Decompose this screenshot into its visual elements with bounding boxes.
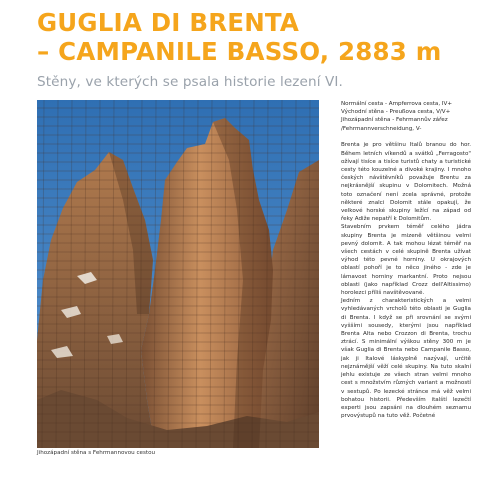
route-item: Normální cesta - Ampferrova cesta, IV+ <box>341 101 453 107</box>
route-item: /Fehrmannverschneidung, V- <box>341 125 422 132</box>
body-paragraph: Stavebním prvkem téměř celého jádra skupiny Brenta je mizeně většinou velmi pevný dolomit. A tak mohou lézat téměř na všech cestách v celé skupině Brenta užívat výhod této pevné horniny. U okrajových oblastí pohoří je to něco jiného - zde je lámavost horniny markantní. Proto nejsou oblasti (jako například Crozz dell'Altissimo) horolezci příliš navštěvované. <box>341 224 471 297</box>
text-column <box>341 100 471 420</box>
route-item: Východní stěna - Preußova cesta, V/V+ <box>341 109 451 116</box>
title-line-2: – CAMPANILE BASSO, 2883 m <box>37 37 442 66</box>
article-body <box>341 141 471 420</box>
body-paragraph: Brenta je pro většinu Italů branou do hor. Během letních víkendů a svátků „Ferragosto" ožívají tisíce a tisíce turistů chaty a turistické cesty této kouzelné a divoké krajiny. I mnoho českých návštěvníků považuje Brentu za nejkrásnější skupinu v Dolomitech. Možná toto označení není zcela správné, protože některé znalci Dolomit stále opakují, že velkové horské skupiny ležící na západ od řeky Adiže nepatří k Dolomitům. <box>341 142 471 223</box>
article-title <box>37 8 497 66</box>
route-list <box>341 100 471 133</box>
campanile-basso-photo <box>37 100 319 448</box>
article-subtitle: Stěny, ve kterých se psala historie lezení VI. <box>37 74 343 90</box>
body-paragraph: Jedním z charakteristických a velmi vyhledávaných vrcholů této oblasti je Guglia di Brenta. I když se při srovnání se svými vyššími sousedy, kterými jsou například Brenta Alta nebo Crozzon di Brenta, trochu ztrácí. S minimální výškou stěny 300 m je však Guglia di Brenta nebo Campanile Basso, jak ji Italové láskyplně nazývají, určitě nejznámější věží celé skupiny. Na tuto skalní jehlu existuje ze všech stran velmi mnoho cest s množstvím různých variant a možností v sestupů. Po lezecké stránce má věž velmi bohatou historii. Především italští lezečtí experti jsou zapsáni na dlouhém seznamu prvovýstupů na tuto věž. Početné <box>341 298 471 420</box>
title-line-1: GUGLIA DI BRENTA <box>37 8 300 37</box>
photo-caption: Jihozápadní stěna s Fehrmannovou cestou <box>37 450 156 456</box>
route-item: Jihozápadní stěna - Fehrmannův zářez <box>341 117 448 124</box>
